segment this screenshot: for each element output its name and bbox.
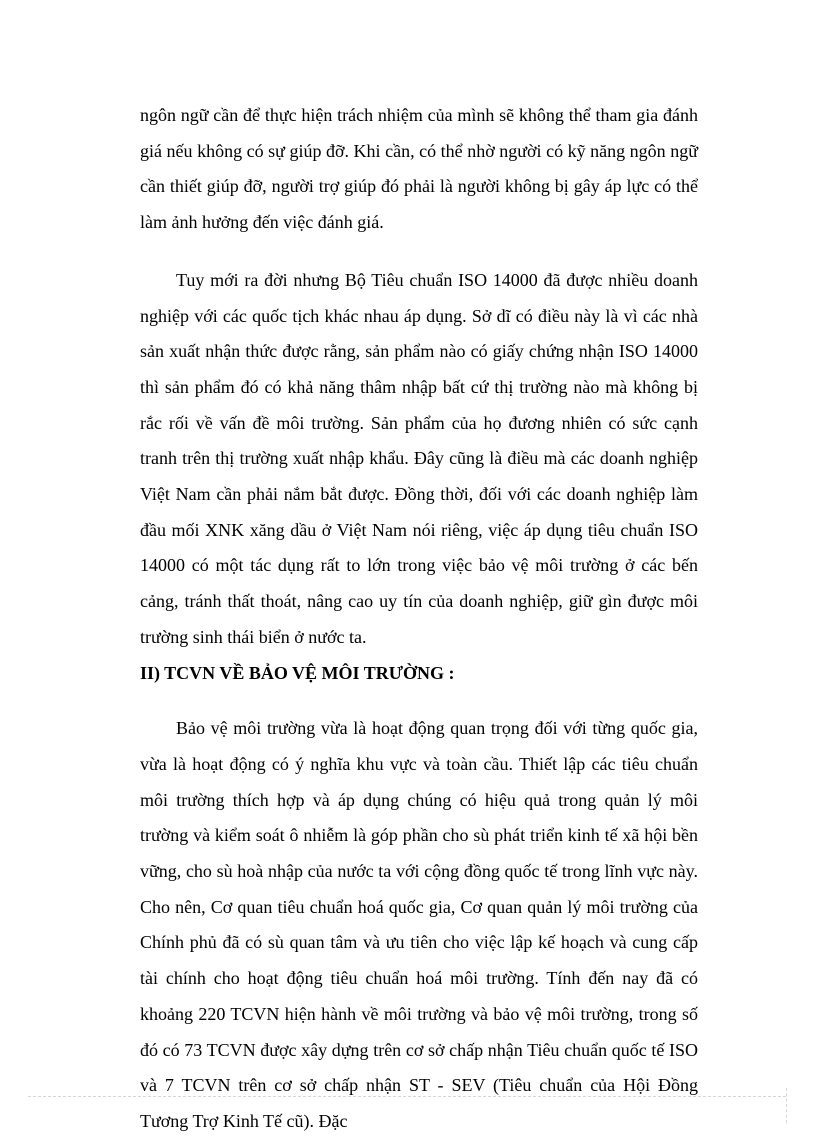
page-bottom-border bbox=[28, 1096, 786, 1097]
document-body bbox=[140, 98, 698, 1140]
paragraph-language-requirement: ngôn ngữ cần để thực hiện trách nhiệm của mình sẽ không thể tham gia đánh giá nếu không có sự giúp đỡ. Khi cần, có thể nhờ người có kỹ năng ngôn ngữ cần thiết giúp đỡ, người trợ giúp đó phải là người không bị gây áp lực có thể làm ảnh hưởng đến việc đánh giá. bbox=[140, 105, 698, 233]
paragraph-iso-14000-adoption: Tuy mới ra đời nhưng Bộ Tiêu chuẩn ISO 14000 đã được nhiều doanh nghiệp với các quốc tịch khác nhau áp dụng. Sở dĩ có điều này là vì các nhà sản xuất nhận thức được rằng, sản phẩm nào có giấy chứng nhận ISO 14000 thì sản phẩm đó có khả năng thâm nhập bất cứ thị trường nào mà không bị rắc rối về vấn đề môi trường. Sản phẩm của họ đương nhiên có sức cạnh tranh trên thị trường xuất nhập khẩu. Đây cũng là điều mà các doanh nghiệp Việt Nam cần phải nắm bắt được. Đồng thời, đối với các doanh nghiệp làm đầu mối XNK xăng dầu ở Việt Nam nói riêng, việc áp dụng tiêu chuẩn ISO 14000 có một tác dụng rất to lớn trong việc bảo vệ môi trường ở các bến cảng, tránh thất thoát, nâng cao uy tín của doanh nghiệp, giữ gìn được môi trường sinh thái biển ở nước ta. bbox=[140, 269, 698, 647]
paragraph-environmental-protection: Bảo vệ môi trường vừa là hoạt động quan trọng đối với từng quốc gia, vừa là hoạt động có ý nghĩa khu vực và toàn cầu. Thiết lập các tiêu chuẩn môi trường thích hợp và áp dụng chúng có hiệu quả trong quản lý môi trường và kiểm soát ô nhiễm là góp phần cho sù phát triển kinh tế xã hội bền vững, cho sù hoà nhập của nước ta với cộng đồng quốc tế trong lĩnh vực này. Cho nên, Cơ quan tiêu chuẩn hoá quốc gia, Cơ quan quản lý môi trường của Chính phủ đã có sù quan tâm và ưu tiên cho việc lập kế hoạch và cung cấp tài chính cho hoạt động tiêu chuẩn hoá môi trường. Tính đến nay đã có khoảng 220 TCVN hiện hành về môi trường và bảo vệ môi trường, trong số đó có 73 TCVN được xây dựng trên cơ sở chấp nhận Tiêu chuẩn quốc tế ISO và 7 TCVN trên cơ sở chấp nhận ST - SEV (Tiêu chuẩn của Hội Đồng Tương Trợ Kinh Tế cũ). Đặc bbox=[140, 718, 698, 1131]
section-heading-tcvn: II) TCVN VỀ BẢO VỆ MÔI TRƯỜNG : bbox=[140, 662, 455, 683]
page-right-border bbox=[786, 1088, 787, 1123]
